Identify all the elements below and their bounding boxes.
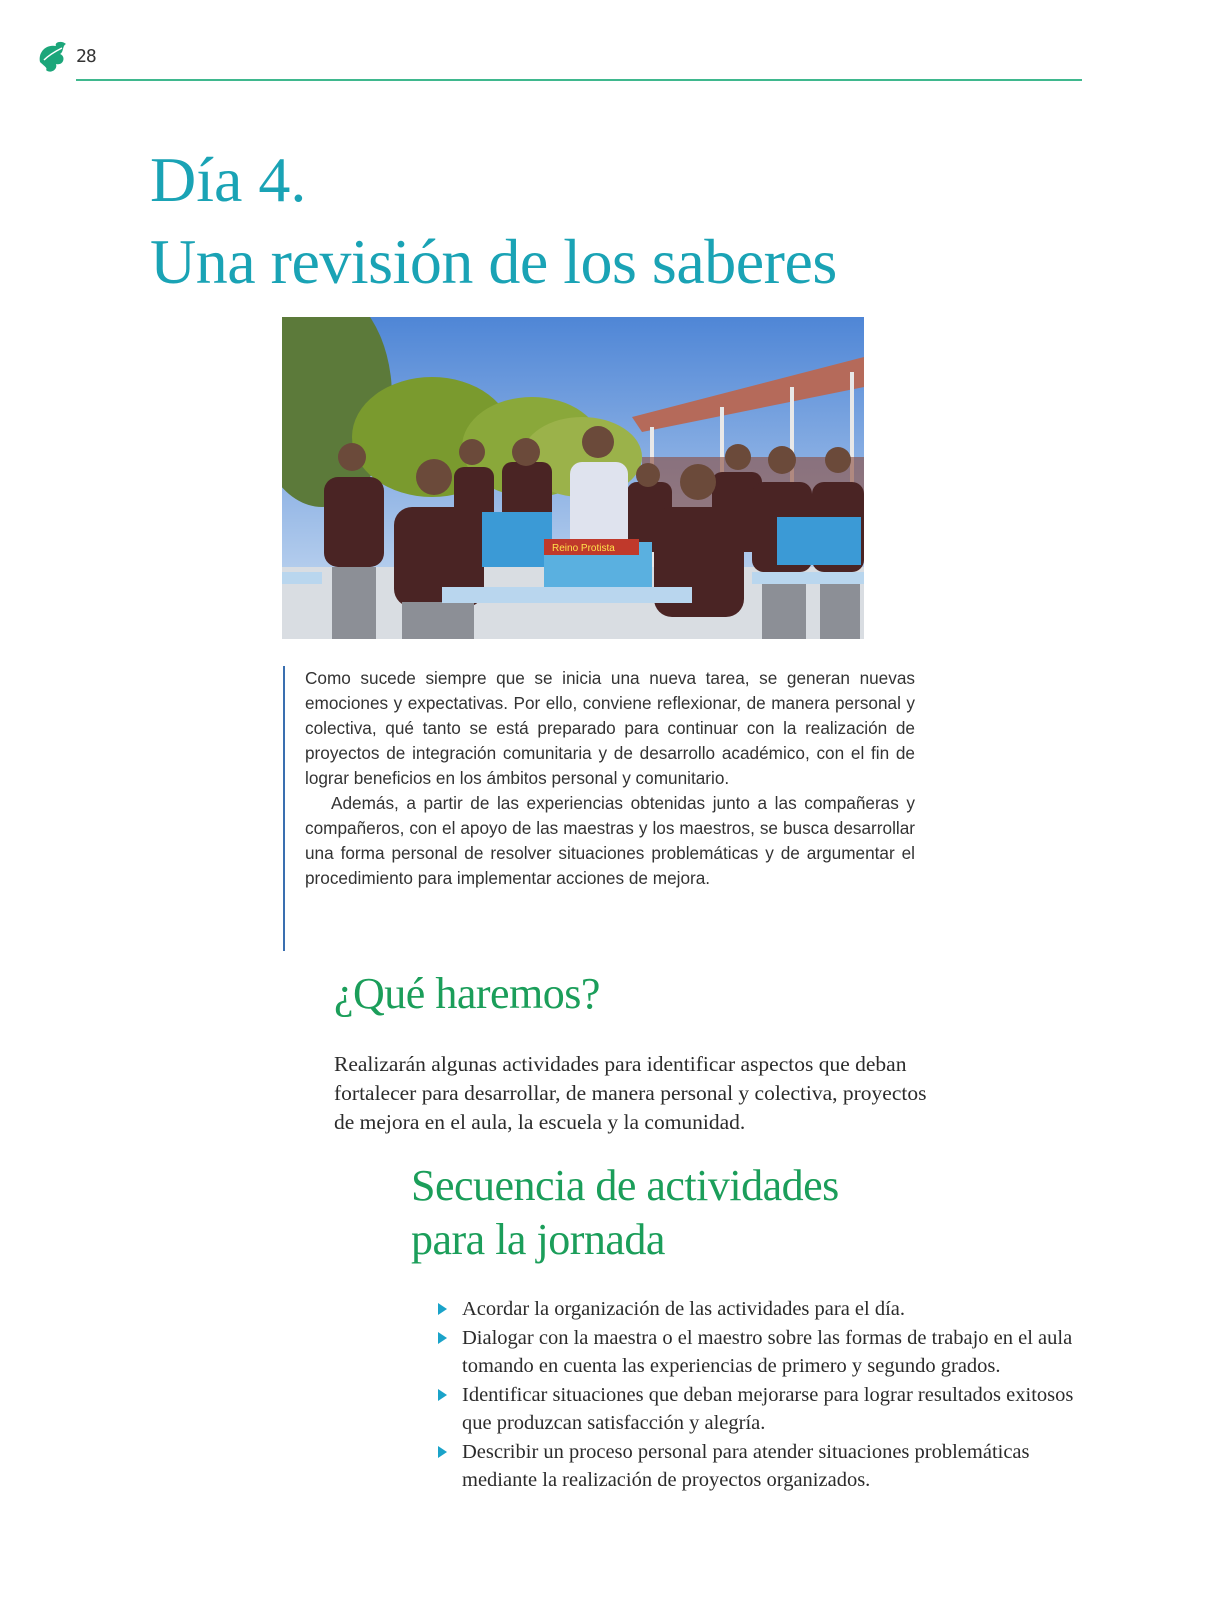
list-item — [436, 1295, 1076, 1324]
secuencia-heading-line1: Secuencia de actividades — [411, 1161, 839, 1210]
activity-text: Acordar la organización de las actividades para el día. — [462, 1298, 906, 1320]
intro-paragraph-2: Además, a partir de las experiencias obtenidas junto a las compañeras y compañeros, con el apoyo de las maestras y los maestros, se busca desarrollar una forma personal de resolver situaciones problemáticas y de argumentar el procedimiento para implementar acciones de mejora. — [305, 793, 915, 888]
intro-section — [283, 666, 915, 951]
list-item — [436, 1438, 1076, 1495]
leaf-logo-icon — [36, 40, 70, 74]
students-photo — [282, 317, 864, 639]
triangle-bullet-icon — [438, 1446, 447, 1458]
activity-text: Describir un proceso personal para atender situaciones problemáticas mediante la realización de proyectos organizados. — [462, 1440, 1030, 1491]
triangle-bullet-icon — [438, 1389, 447, 1401]
activity-text: Dialogar con la maestra o el maestro sobre las formas de trabajo en el aula tomando en cuenta las experiencias de primero y segundo grados. — [462, 1326, 1073, 1377]
que-haremos-heading: ¿Qué haremos? — [334, 969, 600, 1018]
project-sign: Reino Protista — [552, 543, 615, 554]
page-number: 28 — [76, 46, 96, 67]
header-rule — [76, 79, 1082, 81]
activity-text: Identificar situaciones que deban mejorarse para lograr resultados exitosos que produzcan satisfacción y alegría. — [462, 1383, 1074, 1434]
activity-list — [436, 1295, 1076, 1495]
secuencia-heading-line2: para la jornada — [411, 1215, 665, 1264]
intro-paragraph-1: Como sucede siempre que se inicia una nueva tarea, se generan nuevas emociones y expectativas. Por ello, conviene reflexionar, de manera personal y colectiva, qué tanto se está preparado para continuar con la realización de proyectos de integración comunitaria y de desarrollo académico, con el fin de lograr beneficios en los ámbitos personal y comunitario. — [305, 668, 915, 788]
que-haremos-body: Realizarán algunas actividades para identificar aspectos que deban fortalecer para desarrollar, de manera personal y colectiva, proyectos de mejora en el aula, la escuela y la comunidad. — [334, 1052, 927, 1134]
triangle-bullet-icon — [438, 1332, 447, 1344]
page-header — [0, 0, 1214, 90]
day-subtitle: Una revisión de los saberes — [150, 226, 837, 297]
list-item — [436, 1324, 1076, 1381]
day-title: Día 4. — [150, 144, 307, 215]
list-item — [436, 1381, 1076, 1438]
triangle-bullet-icon — [438, 1303, 447, 1315]
